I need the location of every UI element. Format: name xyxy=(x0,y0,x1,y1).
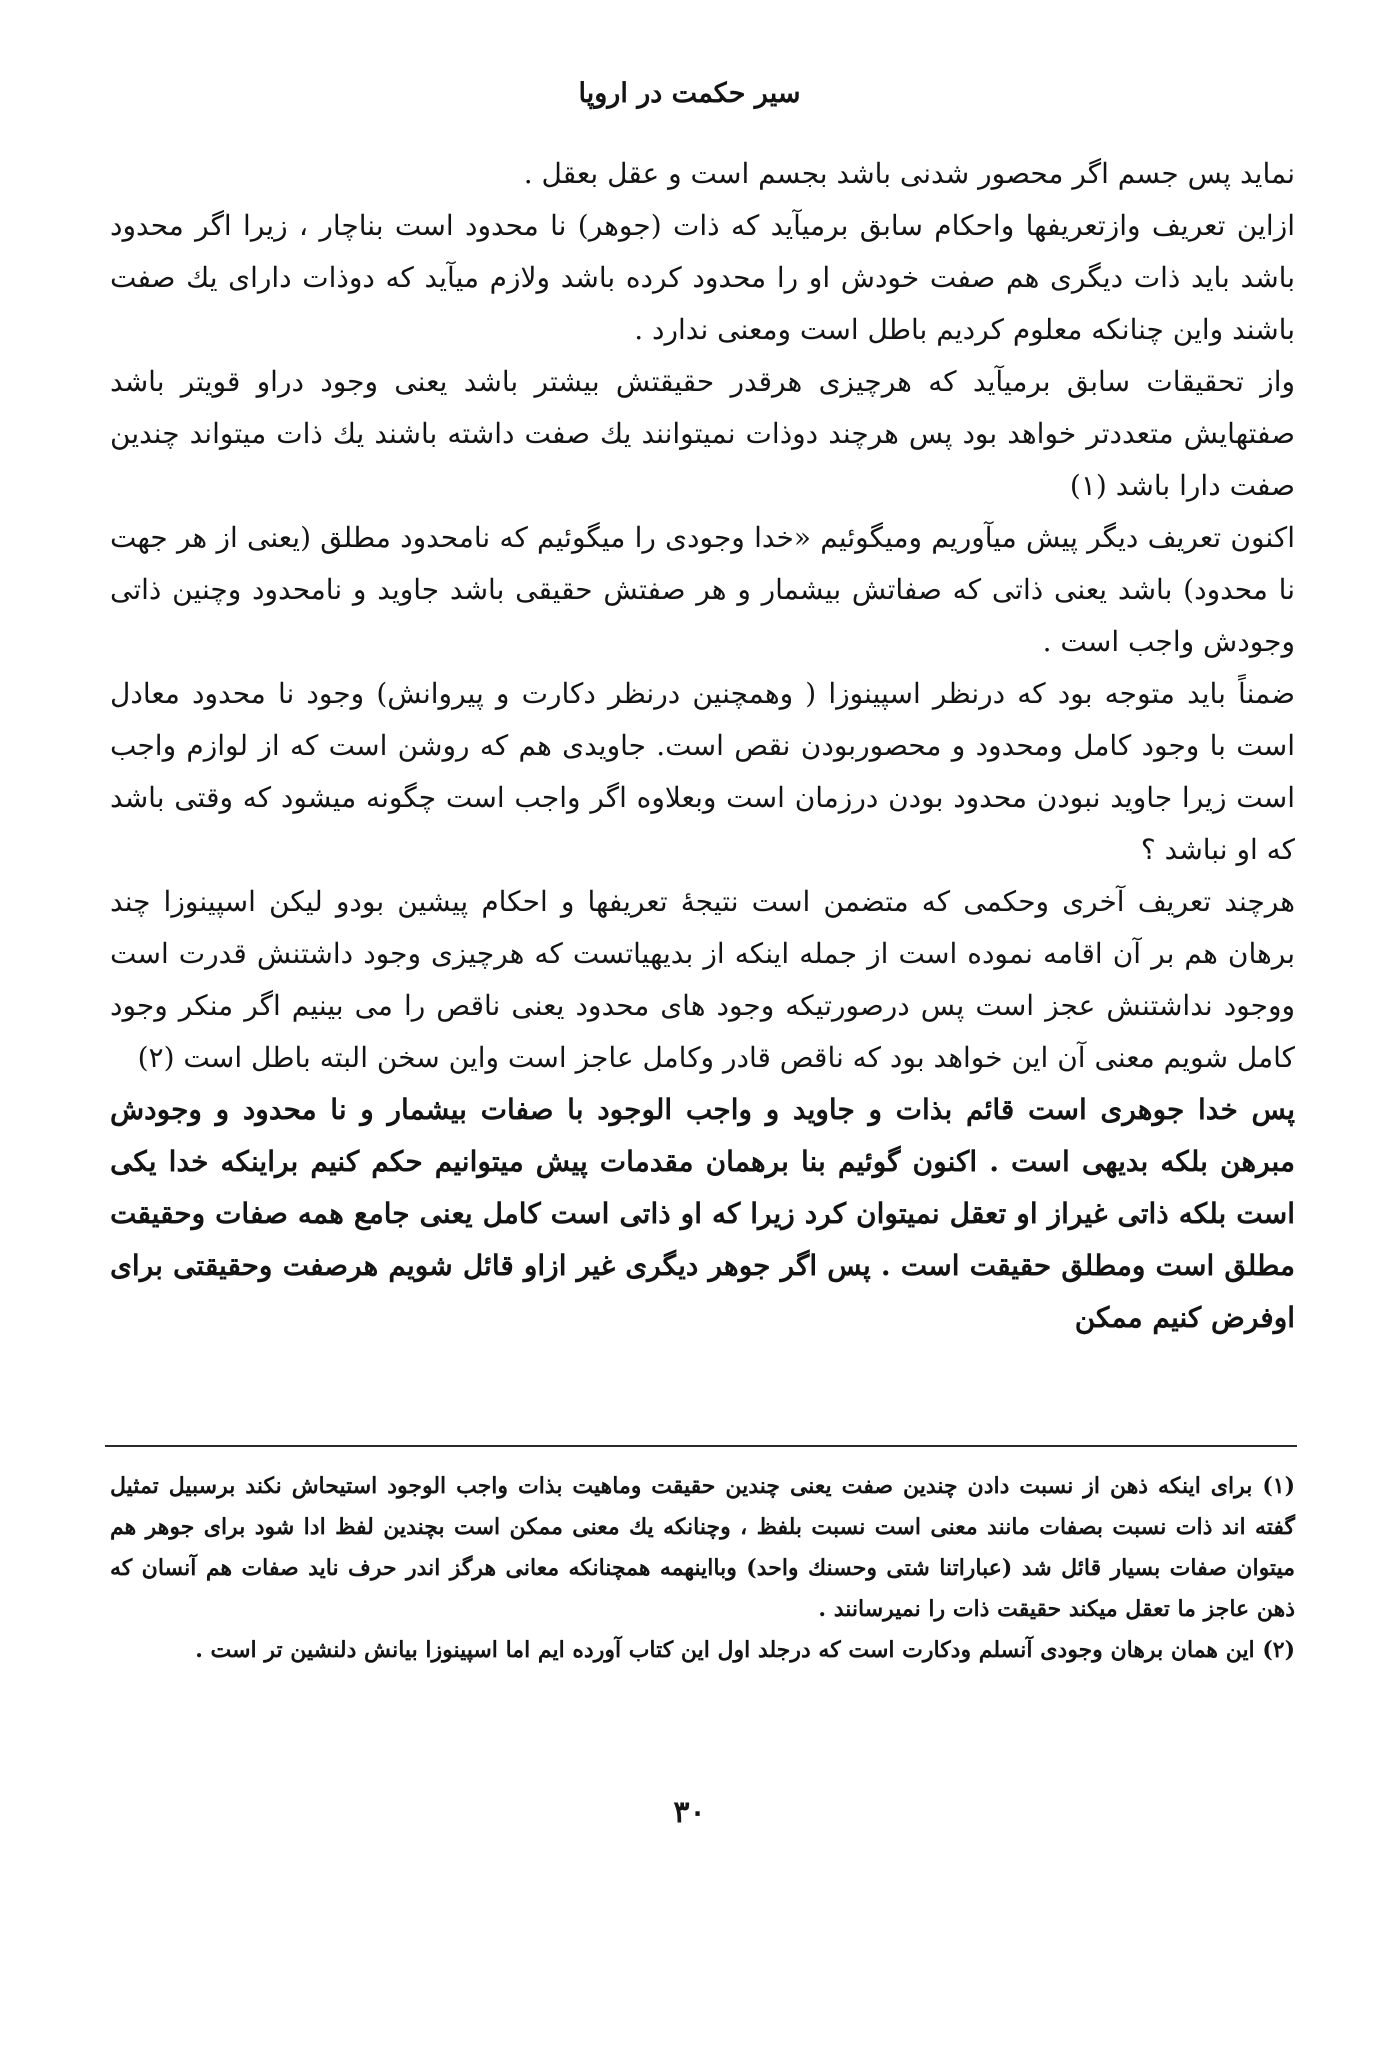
paragraph: نماید پس جسم اگر محصور شدنی باشد بجسم است و عقل بعقل . xyxy=(523,157,1295,190)
paragraph: ازاین تعریف وازتعریفها واحکام سابق برمیآید که ذات (جوهر) نا محدود است بناچار ، زیرا اگر محدود باشد باید ذات دیگری هم صفت خودش او را محدود کرده باشد ولازم میآید که دوذات دارای یك صفت باشند واین چنانکه معلوم کردیم باطل است ومعنی ندارد . xyxy=(110,209,1295,346)
paragraph: ضمناً باید متوجه بود که درنظر اسپینوزا ( وهمچنین درنظر دکارت و پیروانش) وجود نا محدود معادل است با وجود کامل ومحدود و محصوربودن نقص است. جاویدی هم که روشن است که از لوازم واجب است زیرا جاوید نبودن محدود بودن درزمان است وبعلاوه اگر واجب است چگونه میشود که وقتی باشد که او نباشد ؟ xyxy=(110,677,1295,866)
main-text xyxy=(110,148,1295,1344)
footnote-divider xyxy=(105,1445,1297,1447)
paragraph: اکنون تعریف دیگر پیش میآوریم ومیگوئیم «خدا وجودی را میگوئیم که نامحدود مطلق (یعنی از هر جهت نا محدود) باشد یعنی ذاتی که صفاتش بیشمار و هر صفتش حقیقی باشد جاوید و نامحدود وچنین ذاتی وجودش واجب است . xyxy=(110,521,1295,658)
footnote: (۱) برای اینکه ذهن از نسبت دادن چندین صفت یعنی چندین حقیقت وماهیت بذات واجب الوجود استیحاش نکند برسبیل تمثیل گفته اند ذات نسبت بصفات مانند معنی است نسبت بلفظ ، وچنانکه یك معنی ممکن است بچندین لفظ ادا شود برای جوهر هم میتوان صفات بسیار قائل شد (عباراتنا شتی وحسنك واحد) وبااینهمه همچنانکه معانی هرگز اندر حرف ناید صفات هم آنسان که ذهن عاجز ما تعقل میکند حقیقت ذات را نمیرسانند . xyxy=(110,1473,1295,1622)
running-header: سیر حکمت در اروپا xyxy=(578,78,801,109)
paragraph: پس خدا جوهری است قائم بذات و جاوید و واجب الوجود با صفات بیشمار و نا محدود و وجودش مبرهن بلکه بدیهی است . اکنون گوئیم بنا برهمان مقدمات پیش میتوانیم حکم کنیم براینکه خدا یکی است بلکه ذاتی غیراز او تعقل نمیتوان کرد زیرا که او ذاتی است کامل یعنی جامع همه صفات وحقیقت مطلق است ومطلق حقیقت است . پس اگر جوهر دیگری غیر ازاو قائل شویم هرصفت وحقیقتی برای اوفرض کنیم ممکن xyxy=(110,1093,1295,1334)
footnotes xyxy=(110,1466,1295,1671)
paragraph: هرچند تعریف آخری وحکمی که متضمن است نتیجهٔ تعریفها و احکام پیشین بودو لیکن اسپینوزا چند برهان هم بر آن اقامه نموده است از جمله اینکه از بدیهیاتست که هرچیزی وجود داشتنش قدرت است ووجود نداشتنش عجز است پس درصورتیکه وجود های محدود یعنی ناقص را می بینیم اگر منکر وجود کامل شویم معنی آن این خواهد بود که ناقص قادر وکامل عاجز است واین سخن البته باطل است (۲) xyxy=(110,885,1296,1074)
paragraph: واز تحقیقات سابق برمیآید که هرچیزی هرقدر حقیقتش بیشتر باشد یعنی وجود دراو قویتر باشد صفتهایش متعددتر خواهد بود پس هرچند دوذات نمیتوانند یك صفت داشته باشند یك ذات میتواند چندین صفت دارا باشد (۱) xyxy=(110,365,1295,502)
page-number: ۳۰ xyxy=(673,1795,706,1830)
footnote: (۲) این همان برهان وجودی آنسلم ودکارت است که درجلد اول این کتاب آورده ایم اما اسپینوزا بیانش دلنشین تر است . xyxy=(195,1637,1295,1663)
